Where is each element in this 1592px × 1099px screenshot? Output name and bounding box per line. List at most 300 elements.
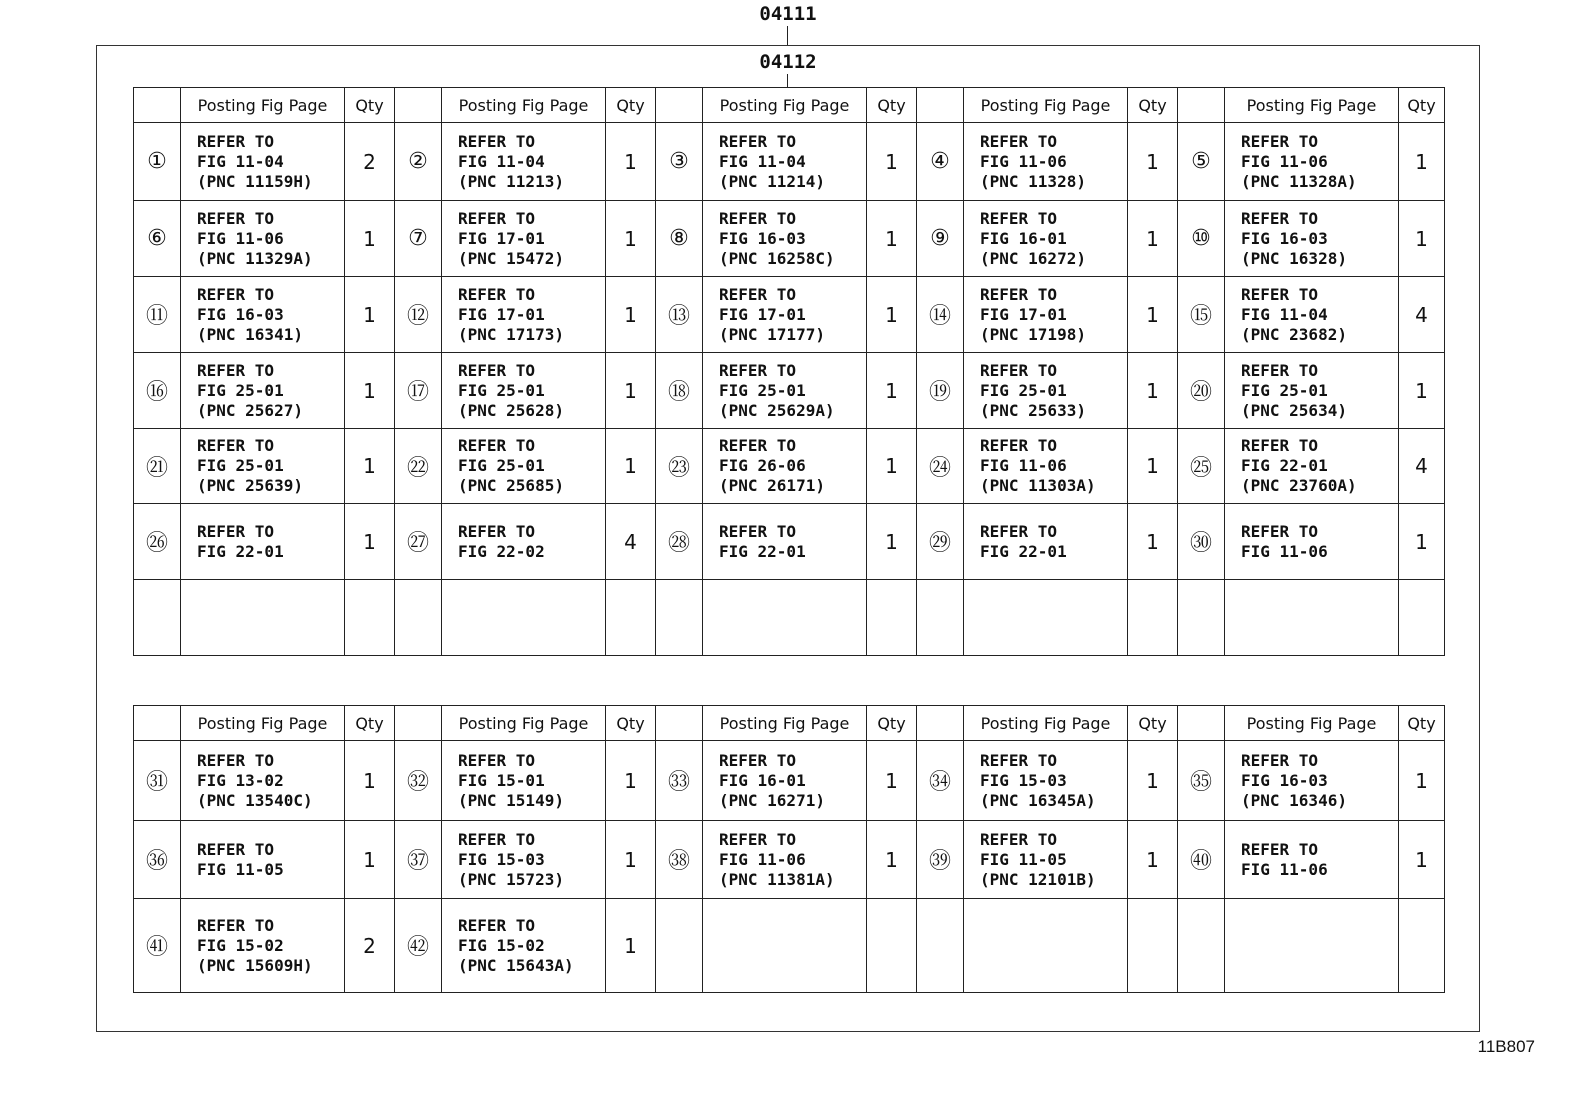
qty-value: 1 [606,821,656,899]
ref-line: FIG 15-03 [980,770,1067,790]
ref-line: FIG 16-03 [1241,770,1328,790]
ref-line: FIG 25-01 [458,380,545,400]
posting-fig-ref [964,580,1128,656]
table-header [134,88,1445,123]
callout-04111-leader [787,26,788,45]
ref-line: REFER TO [980,131,1058,151]
item-number: ⑦ [395,201,442,277]
table-row [134,123,1445,201]
ref-line: FIG 17-01 [980,304,1067,324]
qty-value: 1 [345,504,395,580]
posting-fig-ref [181,123,345,201]
item-number [1178,580,1225,656]
ref-line: FIG 15-03 [458,849,545,869]
qty-value: 1 [867,353,917,429]
qty-value: 1 [1128,201,1178,277]
parts-table-2 [133,705,1445,993]
ref-line: (PNC 11159H) [197,171,313,191]
ref-line: REFER TO [719,208,797,228]
callout-04111: 04111 [759,3,817,25]
posting-fig-ref [181,580,345,656]
posting-fig-ref [181,504,345,580]
ref-line: FIG 11-04 [197,151,284,171]
posting-fig-ref [442,899,606,993]
ref-line: FIG 15-02 [458,935,545,955]
qty-value: 1 [1399,353,1445,429]
header-posting-fig-page: Posting Fig Page [1225,88,1399,123]
header-num-blank [917,88,964,123]
posting-fig-ref [964,201,1128,277]
qty-value: 4 [1399,277,1445,353]
table-row [134,429,1445,504]
item-number: ㉑ [134,429,181,504]
ref-line: REFER TO [980,360,1058,380]
ref-line: FIG 17-01 [458,228,545,248]
table-row [134,821,1445,899]
table-row [134,277,1445,353]
item-number: ㉝ [656,741,703,821]
qty-value: 1 [1128,353,1178,429]
header-posting-fig-page: Posting Fig Page [964,706,1128,741]
posting-fig-ref [1225,123,1399,201]
ref-line: REFER TO [458,208,536,228]
posting-fig-ref [1225,429,1399,504]
header-posting-fig-page: Posting Fig Page [181,706,345,741]
posting-fig-ref [1225,277,1399,353]
ref-line: (PNC 15609H) [197,955,313,975]
header-num-blank [917,706,964,741]
ref-line: REFER TO [197,915,275,935]
ref-line: REFER TO [197,436,275,455]
ref-line: REFER TO [1241,750,1319,770]
ref-line: (PNC 25628) [458,400,564,420]
ref-line: REFER TO [980,750,1058,770]
ref-line: FIG 16-03 [197,304,284,324]
table-row [134,899,1445,993]
ref-line: REFER TO [197,521,275,541]
ref-line: (PNC 15643A) [458,955,574,975]
item-number: ⑱ [656,353,703,429]
ref-line: REFER TO [980,829,1058,849]
qty-value: 1 [345,741,395,821]
ref-line: REFER TO [719,360,797,380]
item-number: ⑮ [1178,277,1225,353]
item-number: ㉔ [917,429,964,504]
posting-fig-ref [442,353,606,429]
item-number: ㊲ [395,821,442,899]
qty-value: 1 [606,741,656,821]
item-number: ③ [656,123,703,201]
callout-04112-leader [787,74,788,87]
ref-line: (PNC 16272) [980,248,1086,268]
ref-line: FIG 25-01 [458,456,545,475]
ref-line: REFER TO [458,131,536,151]
header-posting-fig-page: Posting Fig Page [1225,706,1399,741]
table-body [134,741,1445,993]
header-qty: Qty [867,88,917,123]
item-number: ㉖ [134,504,181,580]
ref-line: (PNC 12101B) [980,869,1096,889]
qty-value: 1 [1128,741,1178,821]
qty-value [867,899,917,993]
ref-line: FIG 11-06 [197,228,284,248]
header-num-blank [1178,706,1225,741]
header-num-blank [656,88,703,123]
posting-fig-ref [703,504,867,580]
ref-line: (PNC 16346) [1241,790,1347,810]
table-header [134,706,1445,741]
ref-line: REFER TO [1241,284,1319,304]
ref-line: REFER TO [1241,839,1319,859]
ref-line: REFER TO [719,521,797,541]
posting-fig-ref [1225,201,1399,277]
ref-line: FIG 11-04 [1241,304,1328,324]
qty-value: 1 [867,201,917,277]
table-row [134,580,1445,656]
item-number [917,580,964,656]
ref-line: FIG 22-01 [1241,456,1328,475]
header-posting-fig-page: Posting Fig Page [442,88,606,123]
item-number: ⑭ [917,277,964,353]
item-number [656,899,703,993]
ref-line: FIG 25-01 [980,380,1067,400]
ref-line: (PNC 25685) [458,476,564,495]
ref-line: REFER TO [197,131,275,151]
posting-fig-ref [1225,353,1399,429]
ref-line: (PNC 26171) [719,476,825,495]
posting-fig-ref [703,353,867,429]
ref-line: (PNC 23760A) [1241,476,1357,495]
ref-line: REFER TO [458,436,536,455]
header-num-blank [134,706,181,741]
ref-line: (PNC 25629A) [719,400,835,420]
ref-line: REFER TO [197,360,275,380]
header-num-blank [656,706,703,741]
item-number: ㊳ [656,821,703,899]
ref-line: (PNC 16258C) [719,248,835,268]
item-number: ㉗ [395,504,442,580]
ref-line: (PNC 17177) [719,324,825,344]
ref-line: (PNC 25639) [197,476,303,495]
qty-value: 1 [1128,821,1178,899]
item-number: ⑳ [1178,353,1225,429]
ref-line: REFER TO [980,208,1058,228]
ref-line: FIG 15-01 [458,770,545,790]
item-number: ㉛ [134,741,181,821]
qty-value: 1 [606,899,656,993]
ref-line: (PNC 11328) [980,171,1086,191]
ref-line: FIG 11-04 [458,151,545,171]
posting-fig-ref [703,429,867,504]
header-qty: Qty [345,706,395,741]
ref-line: REFER TO [1241,131,1319,151]
ref-line: REFER TO [458,521,536,541]
ref-line: REFER TO [980,521,1058,541]
posting-fig-ref [964,504,1128,580]
ref-line: FIG 22-01 [719,541,806,561]
ref-line: (PNC 13540C) [197,790,313,810]
ref-line: (PNC 15723) [458,869,564,889]
ref-line: (PNC 16345A) [980,790,1096,810]
ref-line: REFER TO [719,829,797,849]
qty-value: 1 [1128,277,1178,353]
ref-line: FIG 17-01 [458,304,545,324]
posting-fig-ref [442,201,606,277]
item-number: ⑲ [917,353,964,429]
posting-fig-ref [964,277,1128,353]
ref-line: FIG 25-01 [719,380,806,400]
ref-line: (PNC 23682) [1241,324,1347,344]
ref-line: FIG 11-06 [980,151,1067,171]
qty-value: 4 [606,504,656,580]
ref-line: FIG 22-02 [458,541,545,561]
header-qty: Qty [1128,88,1178,123]
item-number: ⑬ [656,277,703,353]
ref-line: REFER TO [1241,360,1319,380]
ref-line: FIG 25-01 [1241,380,1328,400]
posting-fig-ref [964,123,1128,201]
item-number: ㉞ [917,741,964,821]
header-qty: Qty [1399,88,1445,123]
header-qty: Qty [606,88,656,123]
posting-fig-ref [1225,580,1399,656]
ref-line: REFER TO [1241,436,1319,455]
ref-line: (PNC 11213) [458,171,564,191]
qty-value: 1 [867,277,917,353]
posting-fig-ref [181,353,345,429]
header-num-blank [134,88,181,123]
item-number: ㉟ [1178,741,1225,821]
item-number: ㉒ [395,429,442,504]
header-qty: Qty [345,88,395,123]
posting-fig-ref [964,741,1128,821]
ref-line: REFER TO [719,436,797,455]
posting-fig-ref [703,123,867,201]
posting-fig-ref [964,429,1128,504]
table-row [134,504,1445,580]
posting-fig-ref [442,123,606,201]
qty-value: 1 [606,429,656,504]
item-number [134,580,181,656]
posting-fig-ref [1225,821,1399,899]
ref-line: REFER TO [1241,521,1319,541]
posting-fig-ref [1225,899,1399,993]
posting-fig-ref [1225,504,1399,580]
item-number: ㉙ [917,504,964,580]
table-row [134,353,1445,429]
ref-line: REFER TO [197,208,275,228]
qty-value: 1 [1399,504,1445,580]
ref-line: FIG 15-02 [197,935,284,955]
qty-value: 1 [1128,429,1178,504]
qty-value: 1 [345,429,395,504]
item-number: ㉓ [656,429,703,504]
ref-line: FIG 25-01 [197,456,284,475]
qty-value: 1 [606,123,656,201]
posting-fig-ref [442,821,606,899]
ref-line: FIG 22-01 [980,541,1067,561]
qty-value: 1 [867,821,917,899]
item-number: ② [395,123,442,201]
callout-04112: 04112 [759,51,817,73]
qty-value: 2 [345,123,395,201]
header-qty: Qty [1128,706,1178,741]
item-number: ④ [917,123,964,201]
qty-value [1128,899,1178,993]
posting-fig-ref [181,741,345,821]
item-number: ⑤ [1178,123,1225,201]
qty-value [1399,580,1445,656]
header-num-blank [395,88,442,123]
item-number: ㊱ [134,821,181,899]
ref-line: (PNC 11328A) [1241,171,1357,191]
item-number: ⑨ [917,201,964,277]
ref-line: (PNC 11214) [719,171,825,191]
header-row [134,88,1445,123]
item-number: ㊷ [395,899,442,993]
item-number [656,580,703,656]
table-body [134,123,1445,656]
header-num-blank [1178,88,1225,123]
qty-value: 1 [867,504,917,580]
qty-value: 1 [1128,123,1178,201]
ref-line: REFER TO [197,839,275,859]
ref-line: REFER TO [458,360,536,380]
qty-value: 1 [1399,821,1445,899]
ref-line: FIG 16-03 [1241,228,1328,248]
item-number: ⑧ [656,201,703,277]
qty-value: 4 [1399,429,1445,504]
item-number: ㊴ [917,821,964,899]
qty-value: 1 [345,277,395,353]
header-qty: Qty [867,706,917,741]
posting-fig-ref [442,741,606,821]
qty-value [1128,580,1178,656]
posting-fig-ref [442,504,606,580]
ref-line: FIG 11-05 [980,849,1067,869]
qty-value [345,580,395,656]
item-number: ㊵ [1178,821,1225,899]
header-posting-fig-page: Posting Fig Page [703,88,867,123]
header-posting-fig-page: Posting Fig Page [703,706,867,741]
ref-line: (PNC 25634) [1241,400,1347,420]
posting-fig-ref [703,741,867,821]
ref-line: FIG 11-06 [1241,859,1328,879]
qty-value: 1 [345,821,395,899]
qty-value [867,580,917,656]
ref-line: REFER TO [197,284,275,304]
ref-line: (PNC 11303A) [980,476,1096,495]
ref-line: (PNC 17198) [980,324,1086,344]
ref-line: (PNC 11381A) [719,869,835,889]
qty-value: 1 [606,277,656,353]
posting-fig-ref [703,277,867,353]
ref-line: FIG 11-05 [197,859,284,879]
ref-line: REFER TO [719,284,797,304]
item-number: ㉕ [1178,429,1225,504]
ref-line: (PNC 11329A) [197,248,313,268]
item-number [917,899,964,993]
figure-code: 11B807 [1477,1037,1535,1056]
item-number: ⑫ [395,277,442,353]
ref-line: (PNC 16271) [719,790,825,810]
qty-value: 1 [606,201,656,277]
item-number: ㉚ [1178,504,1225,580]
ref-line: REFER TO [197,750,275,770]
ref-line: FIG 22-01 [197,541,284,561]
item-number [1178,899,1225,993]
item-number: ⑪ [134,277,181,353]
ref-line: FIG 11-06 [980,456,1067,475]
item-number: ⑯ [134,353,181,429]
table-row [134,741,1445,821]
ref-line: FIG 16-01 [719,770,806,790]
qty-value: 1 [1128,504,1178,580]
ref-line: REFER TO [719,131,797,151]
ref-line: REFER TO [1241,208,1319,228]
qty-value: 1 [1399,123,1445,201]
posting-fig-ref [442,429,606,504]
posting-fig-ref [964,821,1128,899]
header-row [134,706,1445,741]
ref-line: FIG 26-06 [719,456,806,475]
ref-line: FIG 11-06 [1241,151,1328,171]
header-qty: Qty [606,706,656,741]
ref-line: FIG 11-06 [1241,541,1328,561]
qty-value: 1 [1399,201,1445,277]
ref-line: (PNC 17173) [458,324,564,344]
ref-line: REFER TO [980,436,1058,455]
ref-line: (PNC 16341) [197,324,303,344]
ref-line: FIG 16-03 [719,228,806,248]
item-number: ① [134,123,181,201]
posting-fig-ref [181,899,345,993]
posting-fig-ref [181,201,345,277]
qty-value: 1 [606,353,656,429]
posting-fig-ref [964,353,1128,429]
ref-line: FIG 16-01 [980,228,1067,248]
ref-line: FIG 17-01 [719,304,806,324]
qty-value: 1 [345,353,395,429]
header-num-blank [395,706,442,741]
parts-table-1 [133,87,1445,656]
qty-value: 1 [867,741,917,821]
ref-line: REFER TO [458,750,536,770]
ref-line: REFER TO [458,829,536,849]
posting-fig-ref [703,899,867,993]
ref-line: REFER TO [719,750,797,770]
posting-fig-ref [442,277,606,353]
posting-fig-ref [703,201,867,277]
item-number: ⑰ [395,353,442,429]
posting-fig-ref [181,821,345,899]
header-posting-fig-page: Posting Fig Page [442,706,606,741]
qty-value [606,580,656,656]
ref-line: FIG 25-01 [197,380,284,400]
ref-line: (PNC 25627) [197,400,303,420]
qty-value: 1 [1399,741,1445,821]
item-number: ⑥ [134,201,181,277]
item-number: ㉘ [656,504,703,580]
table-row [134,201,1445,277]
qty-value: 1 [345,201,395,277]
ref-line: FIG 11-06 [719,849,806,869]
ref-line: REFER TO [458,284,536,304]
posting-fig-ref [442,580,606,656]
item-number: ㉜ [395,741,442,821]
posting-fig-ref [703,580,867,656]
ref-line: (PNC 25633) [980,400,1086,420]
